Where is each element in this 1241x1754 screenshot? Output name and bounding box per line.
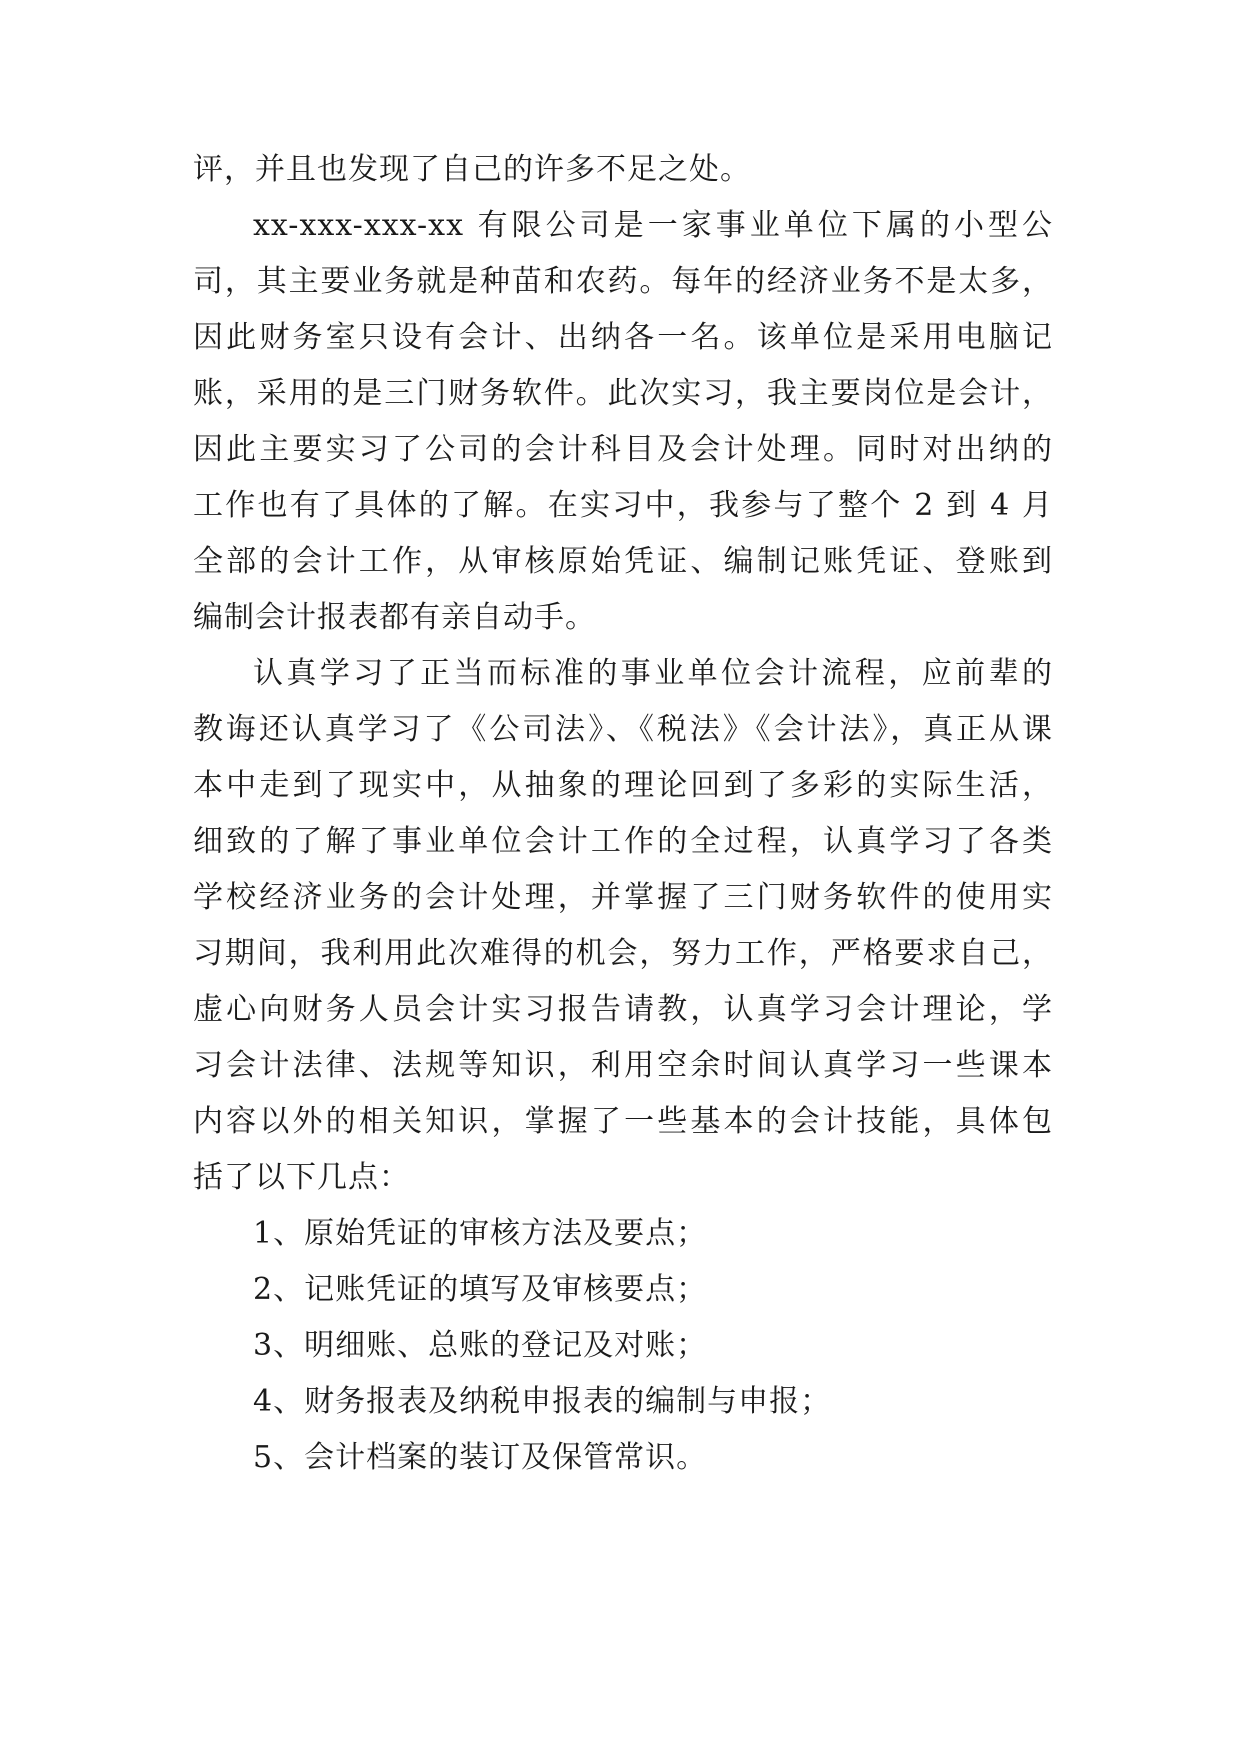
list-item: 3、明细账、总账的登记及对账；: [253, 1328, 708, 1363]
text-line: 工作也有了具体的了解。在实习中，我参与了整个 2 到 4 月: [193, 488, 1053, 523]
text-line: 账，采用的是三门财务软件。此次实习，我主要岗位是会计，: [193, 376, 1053, 411]
text-line: 虚心向财务人员会计实习报告请教，认真学习会计理论，学: [193, 992, 1053, 1027]
text-line: 教诲还认真学习了《公司法》、《税法》《会计法》，真正从课: [193, 712, 1053, 747]
text-line: 习会计法律、法规等知识，利用空余时间认真学习一些课本: [193, 1048, 1053, 1083]
text-line: 司，其主要业务就是种苗和农药。每年的经济业务不是太多，: [193, 264, 1053, 299]
list-item: 1、原始凭证的审核方法及要点；: [253, 1216, 708, 1251]
text-line: 评，并且也发现了自己的许多不足之处。: [193, 152, 751, 187]
list-item: 4、财务报表及纳税申报表的编制与申报；: [253, 1384, 832, 1419]
text-line: 全部的会计工作，从审核原始凭证、编制记账凭证、登账到: [193, 544, 1053, 579]
list-item: 5、会计档案的装订及保管常识。: [253, 1440, 708, 1475]
text-line: 细致的了解了事业单位会计工作的全过程，认真学习了各类: [193, 824, 1053, 859]
text-line: 编制会计报表都有亲自动手。: [193, 600, 596, 635]
text-line: 因此财务室只设有会计、出纳各一名。该单位是采用电脑记: [193, 320, 1053, 355]
paragraph-start-line: 认真学习了正当而标准的事业单位会计流程，应前辈的: [253, 656, 1053, 691]
text-line: 本中走到了现实中，从抽象的理论回到了多彩的实际生活，: [193, 768, 1053, 803]
paragraph-start-line: xx-xxx-xxx-xx 有限公司是一家事业单位下属的小型公: [253, 208, 1053, 243]
text-line: 括了以下几点：: [193, 1160, 410, 1195]
list-item: 2、记账凭证的填写及审核要点；: [253, 1272, 708, 1307]
text-line: 因此主要实习了公司的会计科目及会计处理。同时对出纳的: [193, 432, 1053, 467]
text-line: 内容以外的相关知识，掌握了一些基本的会计技能，具体包: [193, 1104, 1053, 1139]
text-line: 学校经济业务的会计处理，并掌握了三门财务软件的使用实: [193, 880, 1053, 915]
text-line: 习期间，我利用此次难得的机会，努力工作，严格要求自己，: [193, 936, 1053, 971]
